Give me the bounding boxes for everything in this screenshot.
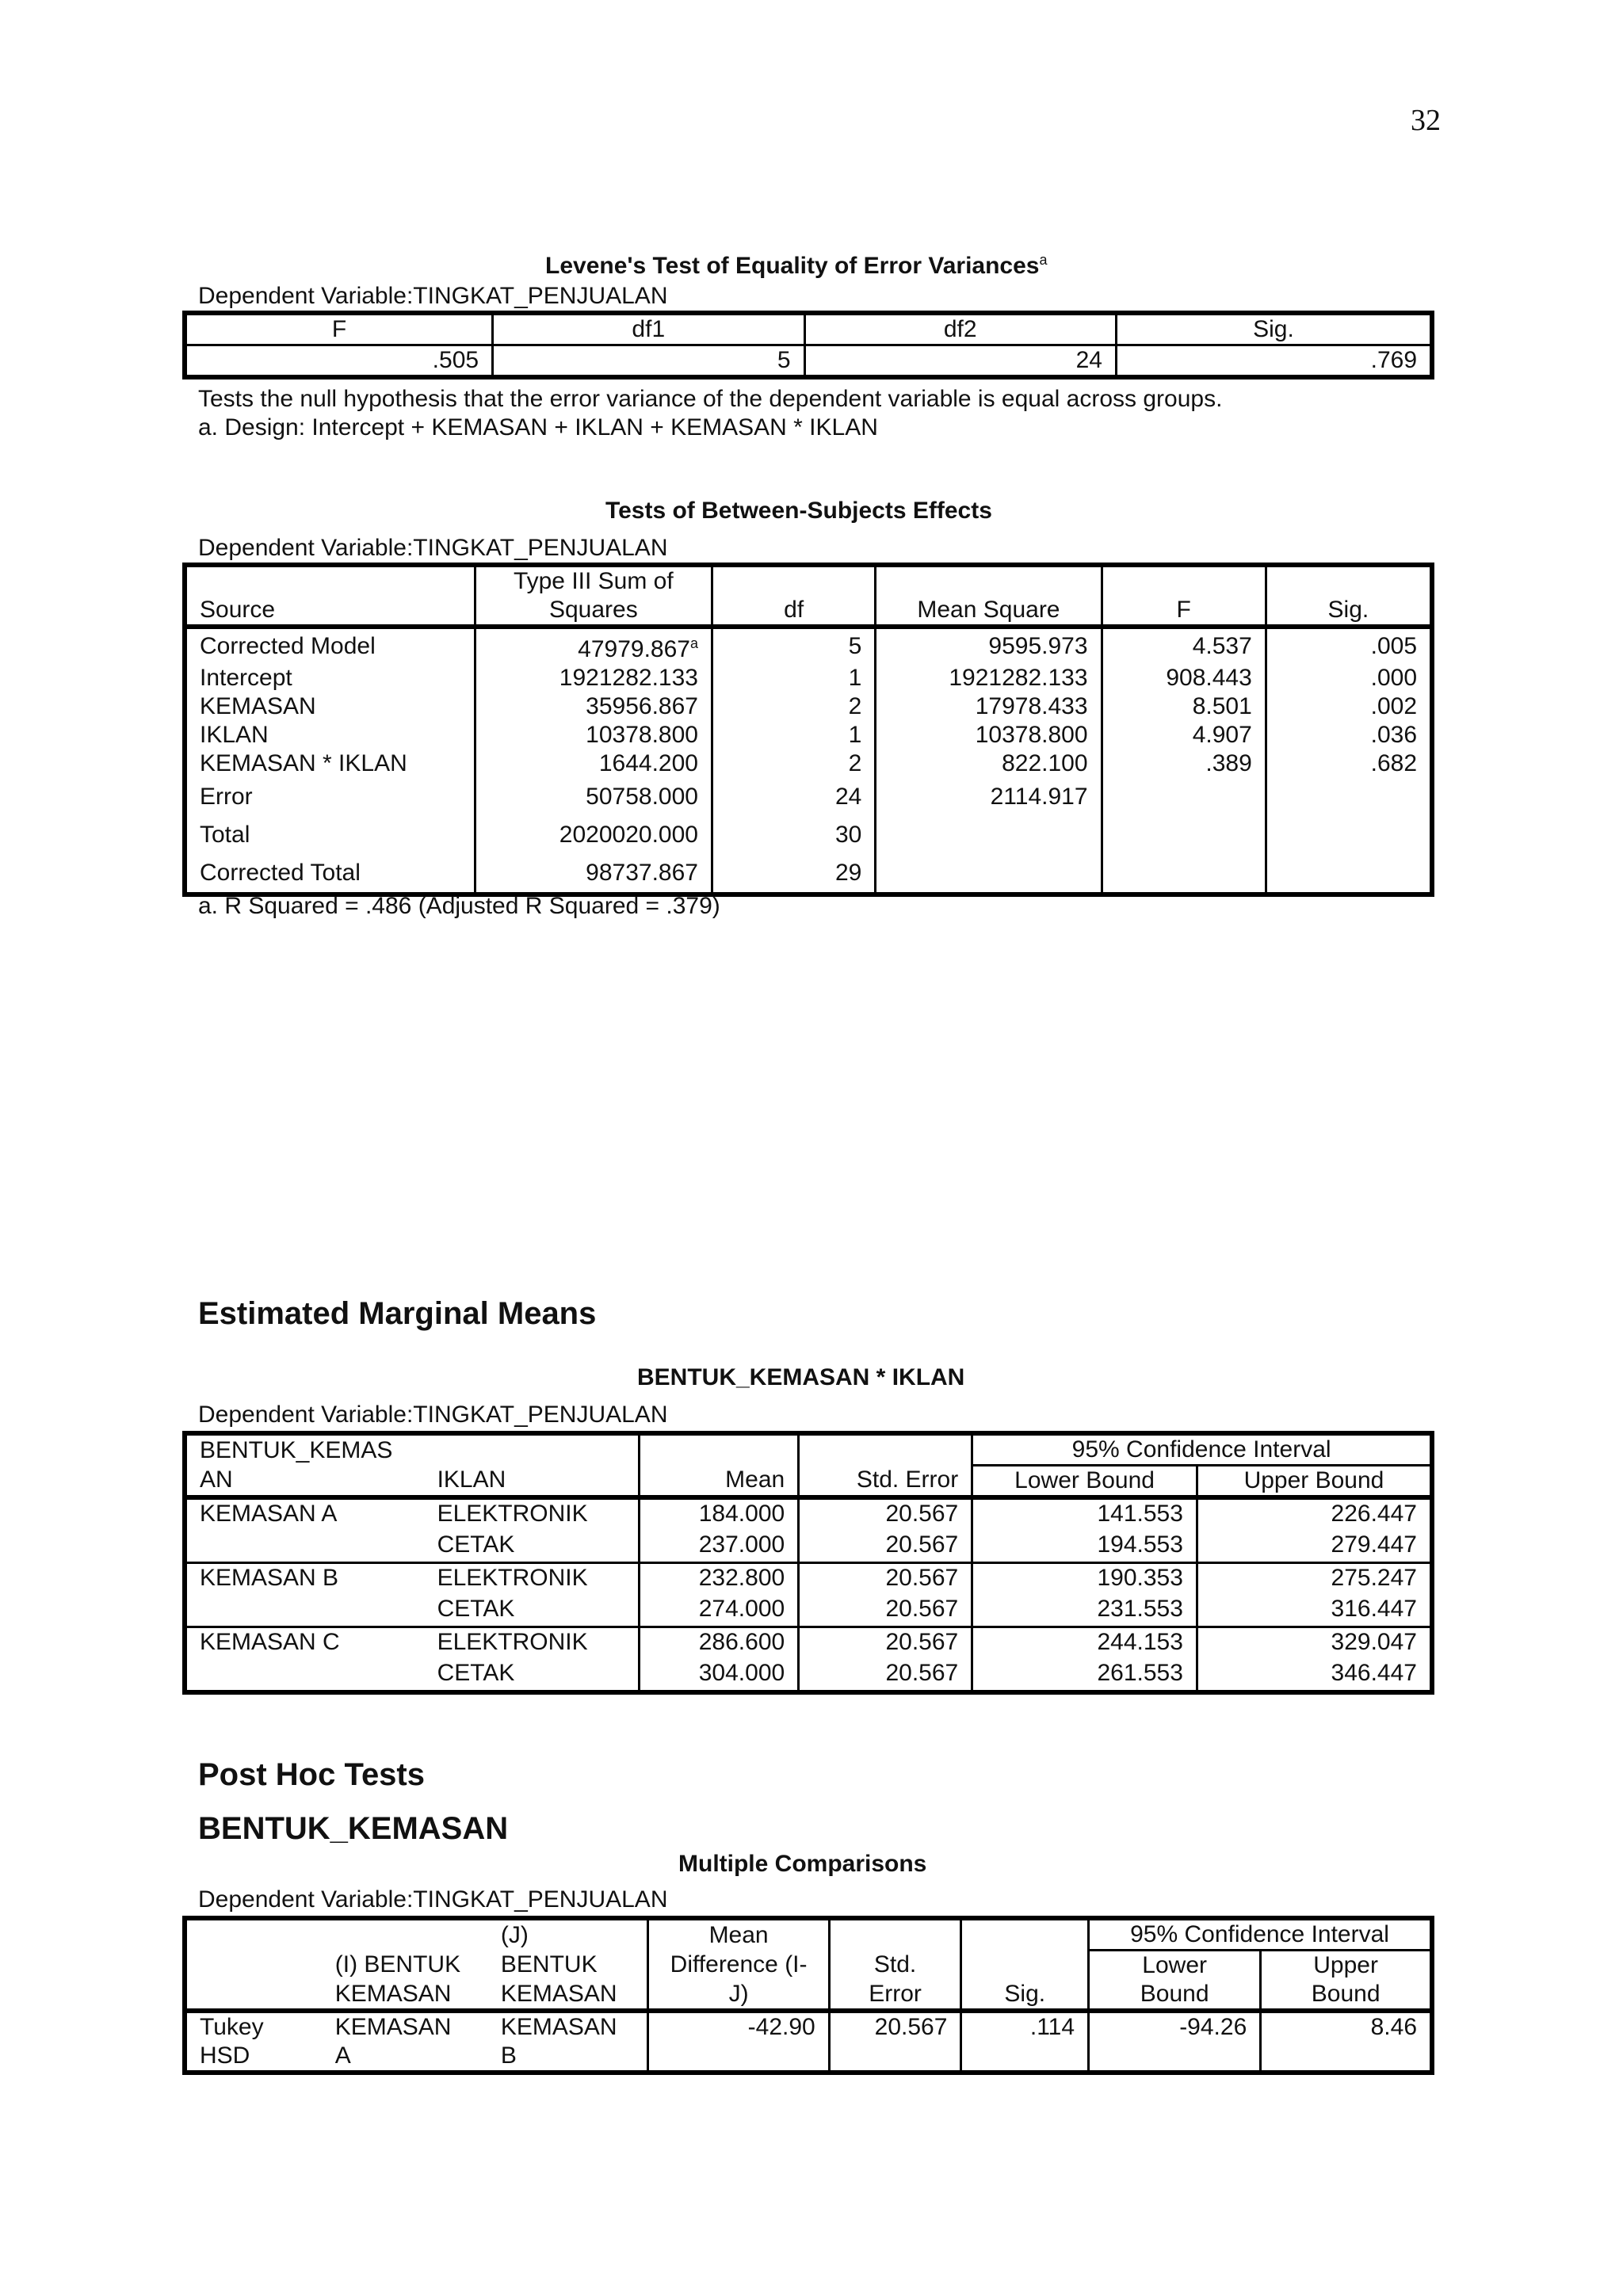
between-source: Total	[185, 816, 475, 854]
between-source: Corrected Model	[185, 627, 475, 664]
between-sig	[1266, 778, 1432, 816]
emm-heading: Estimated Marginal Means	[198, 1296, 597, 1331]
posthoc-header-j-line1: (J)	[488, 1918, 648, 1951]
between-table	[182, 563, 1434, 897]
between-df: 24	[712, 778, 875, 816]
emm-row	[185, 1563, 1432, 1593]
posthoc-heading: Post Hoc Tests	[198, 1757, 425, 1792]
emm-iklan: ELEKTRONIK	[425, 1497, 640, 1528]
between-f: 8.501	[1102, 692, 1266, 721]
levene-header-sig: Sig.	[1116, 313, 1432, 345]
emm-lower: 141.553	[972, 1497, 1197, 1528]
posthoc-header-row-3	[185, 1980, 1432, 2011]
emm-lower: 190.353	[972, 1563, 1197, 1593]
between-row	[185, 816, 1432, 854]
between-row	[185, 721, 1432, 749]
emm-upper: 329.047	[1197, 1627, 1432, 1657]
emm-std-error: 20.567	[799, 1627, 972, 1657]
emm-iklan: CETAK	[425, 1528, 640, 1563]
between-sig: .036	[1266, 721, 1432, 749]
emm-upper: 316.447	[1197, 1592, 1432, 1627]
posthoc-j-line2: B	[488, 2042, 648, 2073]
levene-dependent-variable: Dependent Variable:TINGKAT_PENJUALAN	[198, 283, 668, 309]
posthoc-header-md-line2: Difference (I-	[648, 1951, 829, 1981]
emm-header-iklan: IKLAN	[425, 1466, 640, 1498]
between-body	[185, 627, 1432, 894]
levene-f-value: .505	[185, 345, 493, 378]
posthoc-header-ci: 95% Confidence Interval	[1089, 1918, 1432, 1951]
emm-header-std-error: Std. Error	[799, 1466, 972, 1498]
between-sig	[1266, 854, 1432, 894]
emm-table	[182, 1431, 1434, 1695]
between-note: a. R Squared = .486 (Adjusted R Squared = .379)	[198, 893, 720, 919]
levene-header-f: F	[185, 313, 493, 345]
emm-upper: 346.447	[1197, 1657, 1432, 1692]
posthoc-i-line1: KEMASAN	[334, 2014, 452, 2040]
between-row	[185, 854, 1432, 894]
emm-row	[185, 1528, 1432, 1563]
levene-header-df1: df1	[493, 313, 804, 345]
between-ms	[876, 854, 1102, 894]
between-ss: 10378.800	[475, 721, 712, 749]
emm-std-error: 20.567	[799, 1563, 972, 1593]
posthoc-header-i-line1: (I) BENTUK	[334, 1951, 461, 1978]
between-ms: 822.100	[876, 749, 1102, 778]
posthoc-method-line2: HSD	[185, 2042, 323, 2073]
posthoc-table	[182, 1916, 1434, 2075]
posthoc-mean-diff: -42.90	[648, 2011, 829, 2042]
between-source: IKLAN	[185, 721, 475, 749]
posthoc-header-i-line2: KEMASAN	[323, 1980, 488, 2011]
between-ss	[475, 627, 712, 664]
emm-lower: 231.553	[972, 1592, 1197, 1627]
emm-body	[185, 1497, 1432, 1692]
posthoc-std-error: 20.567	[829, 2011, 961, 2042]
emm-mean: 232.800	[640, 1563, 799, 1593]
posthoc-sig: .114	[961, 2011, 1089, 2042]
posthoc-header-se-line1: Std.	[829, 1951, 961, 1981]
emm-iklan: CETAK	[425, 1592, 640, 1627]
emm-group: KEMASAN A	[185, 1497, 425, 1528]
emm-iklan: ELEKTRONIK	[425, 1563, 640, 1593]
emm-upper: 279.447	[1197, 1528, 1432, 1563]
levene-header-row	[185, 313, 1432, 345]
posthoc-header-lower-line2: Bound	[1089, 1980, 1261, 2011]
levene-title-sup: a	[1039, 252, 1048, 268]
emm-mean: 274.000	[640, 1592, 799, 1627]
between-ss: 98737.867	[475, 854, 712, 894]
between-f: .389	[1102, 749, 1266, 778]
emm-mean: 286.600	[640, 1627, 799, 1657]
between-row	[185, 749, 1432, 778]
levene-title	[545, 252, 1047, 280]
posthoc-method-line1: Tukey	[185, 2011, 323, 2042]
posthoc-data-row-1	[185, 2011, 1432, 2042]
emm-group	[185, 1592, 425, 1627]
levene-df1-value: 5	[493, 345, 804, 378]
levene-df2-value: 24	[804, 345, 1116, 378]
emm-mean: 184.000	[640, 1497, 799, 1528]
between-title: Tests of Between-Subjects Effects	[605, 498, 992, 524]
between-header-ss-line1: Type III Sum of	[475, 565, 712, 596]
between-header-row-1	[185, 565, 1432, 596]
emm-header-lower: Lower Bound	[972, 1466, 1197, 1498]
between-source: KEMASAN	[185, 692, 475, 721]
between-sig: .682	[1266, 749, 1432, 778]
emm-row	[185, 1497, 1432, 1528]
levene-title-text: Levene's Test of Equality of Error Variances	[545, 253, 1040, 279]
posthoc-subheading: BENTUK_KEMASAN	[198, 1811, 509, 1846]
posthoc-header-md-line1: Mean	[648, 1918, 829, 1951]
posthoc-header-sig: Sig.	[961, 1980, 1089, 2011]
posthoc-header-j-line3: KEMASAN	[488, 1980, 648, 2011]
between-sig: .000	[1266, 664, 1432, 692]
emm-std-error: 20.567	[799, 1528, 972, 1563]
levene-header-df2: df2	[804, 313, 1116, 345]
between-header-source: Source	[185, 596, 475, 627]
emm-row	[185, 1627, 1432, 1657]
emm-group: KEMASAN B	[185, 1563, 425, 1593]
between-source: Intercept	[185, 664, 475, 692]
between-ss: 2020020.000	[475, 816, 712, 854]
between-f: 4.537	[1102, 627, 1266, 664]
emm-title: BENTUK_KEMASAN * IKLAN	[637, 1364, 965, 1390]
between-df: 1	[712, 664, 875, 692]
between-row	[185, 627, 1432, 664]
posthoc-data-row-2	[185, 2042, 1432, 2073]
between-header-ms: Mean Square	[876, 596, 1102, 627]
posthoc-header-row-2	[185, 1951, 1432, 1981]
between-header-ss-line2: Squares	[475, 596, 712, 627]
between-df: 1	[712, 721, 875, 749]
emm-upper: 226.447	[1197, 1497, 1432, 1528]
emm-std-error: 20.567	[799, 1592, 972, 1627]
emm-row	[185, 1657, 1432, 1692]
emm-lower: 194.553	[972, 1528, 1197, 1563]
emm-group	[185, 1657, 425, 1692]
between-source: Error	[185, 778, 475, 816]
between-ms: 1921282.133	[876, 664, 1102, 692]
between-ss-sup: a	[689, 635, 698, 651]
page-break-mask	[182, 2076, 1434, 2100]
posthoc-header-upper-line1: Upper	[1261, 1951, 1432, 1981]
emm-iklan: ELEKTRONIK	[425, 1627, 640, 1657]
emm-upper: 275.247	[1197, 1563, 1432, 1593]
posthoc-i-line2: A	[334, 2042, 351, 2069]
posthoc-header-md-line3: J)	[648, 1980, 829, 2011]
between-ss-value: 47979.867	[578, 636, 690, 662]
between-ms: 2114.917	[876, 778, 1102, 816]
between-source: Corrected Total	[185, 854, 475, 894]
between-f: 908.443	[1102, 664, 1266, 692]
emm-std-error: 20.567	[799, 1657, 972, 1692]
emm-header-factor-line2: AN	[185, 1466, 425, 1498]
emm-std-error: 20.567	[799, 1497, 972, 1528]
posthoc-header-lower-line1: Lower	[1089, 1951, 1261, 1981]
emm-lower: 261.553	[972, 1657, 1197, 1692]
between-sig: .005	[1266, 627, 1432, 664]
posthoc-lower: -94.26	[1089, 2011, 1261, 2042]
between-row	[185, 664, 1432, 692]
posthoc-title: Multiple Comparisons	[678, 1851, 927, 1877]
emm-mean: 304.000	[640, 1657, 799, 1692]
emm-header-factor-line1: BENTUK_KEMAS	[185, 1433, 425, 1466]
between-source: KEMASAN * IKLAN	[185, 749, 475, 778]
between-ss: 50758.000	[475, 778, 712, 816]
between-ms: 9595.973	[876, 627, 1102, 664]
posthoc-upper: 8.46	[1261, 2011, 1432, 2042]
emm-header-upper: Upper Bound	[1197, 1466, 1432, 1498]
between-header-sig: Sig.	[1266, 596, 1432, 627]
emm-mean: 237.000	[640, 1528, 799, 1563]
posthoc-header-row-1	[185, 1918, 1432, 1951]
between-header-df: df	[712, 596, 875, 627]
between-ss: 1644.200	[475, 749, 712, 778]
emm-dependent-variable: Dependent Variable:TINGKAT_PENJUALAN	[198, 1402, 668, 1428]
between-ms: 17978.433	[876, 692, 1102, 721]
emm-group	[185, 1528, 425, 1563]
emm-iklan: CETAK	[425, 1657, 640, 1692]
between-f	[1102, 854, 1266, 894]
between-sig	[1266, 816, 1432, 854]
emm-header-row-1	[185, 1433, 1432, 1466]
emm-group: KEMASAN C	[185, 1627, 425, 1657]
between-df: 2	[712, 749, 875, 778]
emm-header-ci: 95% Confidence Interval	[972, 1433, 1432, 1466]
emm-row	[185, 1592, 1432, 1627]
emm-lower: 244.153	[972, 1627, 1197, 1657]
between-f	[1102, 816, 1266, 854]
levene-note-1: Tests the null hypothesis that the error variance of the dependent variable is equal across groups.	[198, 386, 1223, 412]
between-ms	[876, 816, 1102, 854]
posthoc-dependent-variable: Dependent Variable:TINGKAT_PENJUALAN	[198, 1886, 668, 1913]
between-df: 29	[712, 854, 875, 894]
between-ms: 10378.800	[876, 721, 1102, 749]
between-header-row-2	[185, 596, 1432, 627]
between-ss: 35956.867	[475, 692, 712, 721]
between-f: 4.907	[1102, 721, 1266, 749]
between-header-f: F	[1102, 596, 1266, 627]
between-dependent-variable: Dependent Variable:TINGKAT_PENJUALAN	[198, 535, 668, 561]
posthoc-header-upper-line2: Bound	[1261, 1980, 1432, 2011]
between-df: 2	[712, 692, 875, 721]
between-df: 30	[712, 816, 875, 854]
levene-table	[182, 311, 1434, 379]
between-ss: 1921282.133	[475, 664, 712, 692]
levene-note-2: a. Design: Intercept + KEMASAN + IKLAN + KEMASAN * IKLAN	[198, 414, 878, 441]
between-df: 5	[712, 627, 875, 664]
between-sig: .002	[1266, 692, 1432, 721]
levene-sig-value: .769	[1116, 345, 1432, 378]
emm-header-row-2	[185, 1466, 1432, 1498]
between-f	[1102, 778, 1266, 816]
posthoc-j-line1: KEMASAN	[488, 2011, 648, 2042]
posthoc-header-se-line2: Error	[829, 1980, 961, 2011]
page-number: 32	[1411, 104, 1441, 137]
between-row	[185, 692, 1432, 721]
levene-data-row	[185, 345, 1432, 378]
posthoc-header-j-line2: BENTUK	[488, 1951, 648, 1981]
between-row	[185, 778, 1432, 816]
emm-header-mean: Mean	[640, 1466, 799, 1498]
